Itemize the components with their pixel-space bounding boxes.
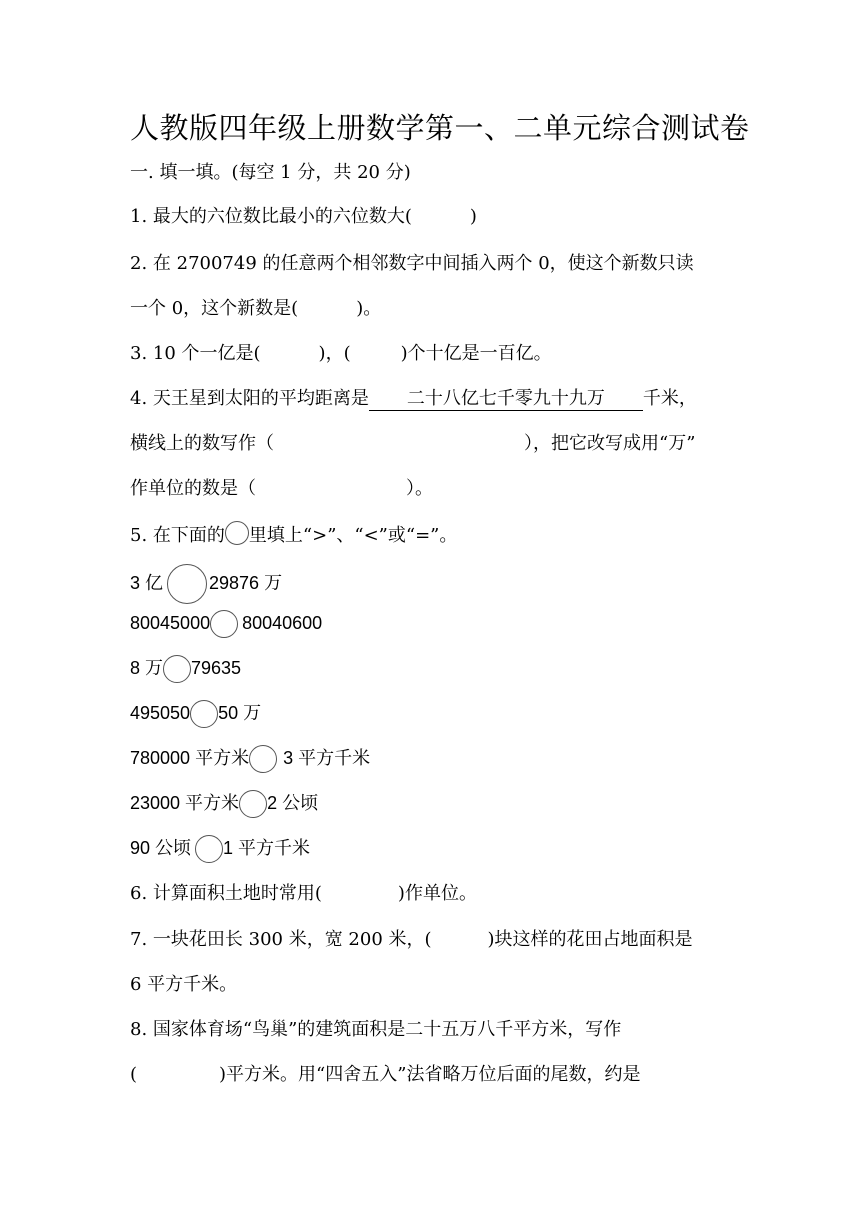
question-3: 3. 10 个一亿是( )，( )个十亿是一百亿。 xyxy=(130,343,552,364)
compare-item-6: 23000 平方米 2 公顷 xyxy=(130,790,318,818)
compare-circle[interactable] xyxy=(190,700,218,728)
question-8-line-1: 8. 国家体育场“鸟巢”的建筑面积是二十五万八千平方米，写作 xyxy=(130,1019,622,1040)
question-1: 1. 最大的六位数比最小的六位数大( ) xyxy=(130,206,477,227)
compare-item-1: 3 亿 29876 万 xyxy=(130,564,282,604)
compare-item-2: 80045000 80040600 xyxy=(130,610,322,638)
question-7-line-2: 6 平方千米。 xyxy=(130,974,238,995)
compare-circle[interactable] xyxy=(195,835,223,863)
compare-item-3: 8 万 79635 xyxy=(130,655,241,683)
compare-item-5: 780000 平方米 3 平方千米 xyxy=(130,745,370,773)
question-6: 6. 计算面积土地时常用( )作单位。 xyxy=(130,883,477,904)
compare-item-4: 495050 50 万 xyxy=(130,700,261,728)
compare-circle[interactable] xyxy=(210,610,238,638)
section-heading: 一. 填一填。(每空 1 分，共 20 分) xyxy=(130,162,411,183)
question-2-line-2: 一个 0，这个新数是( )。 xyxy=(130,298,382,319)
question-7-line-1: 7. 一块花田长 300 米，宽 200 米，( )块这样的花田占地面积是 xyxy=(130,929,693,950)
question-4-line-3: 作单位的数是（ ）。 xyxy=(130,478,433,499)
question-5: 5. 在下面的 里填上“>”、“<”或“=”。 xyxy=(130,523,457,549)
compare-item-7: 90 公顷 1 平方千米 xyxy=(130,835,310,863)
page-title: 人教版四年级上册数学第一、二单元综合测试卷 xyxy=(130,111,750,145)
compare-circle[interactable] xyxy=(249,745,277,773)
question-8-line-2: ( )平方米。用“四舍五入”法省略万位后面的尾数，约是 xyxy=(130,1064,641,1085)
underlined-number: 二十八亿七千零九十九万 xyxy=(369,388,643,411)
question-4-line-2: 横线上的数写作（ ），把它改写成用“万” xyxy=(130,433,696,454)
compare-circle[interactable] xyxy=(163,655,191,683)
question-4-line-1: 4. 天王星到太阳的平均距离是 二十八亿七千零九十九万 千米， xyxy=(130,388,697,409)
question-2-line-1: 2. 在 2700749 的任意两个相邻数字中间插入两个 0，使这个新数只读 xyxy=(130,253,694,274)
compare-circle[interactable] xyxy=(167,564,207,604)
compare-circle[interactable] xyxy=(239,790,267,818)
circle-icon xyxy=(225,521,249,545)
